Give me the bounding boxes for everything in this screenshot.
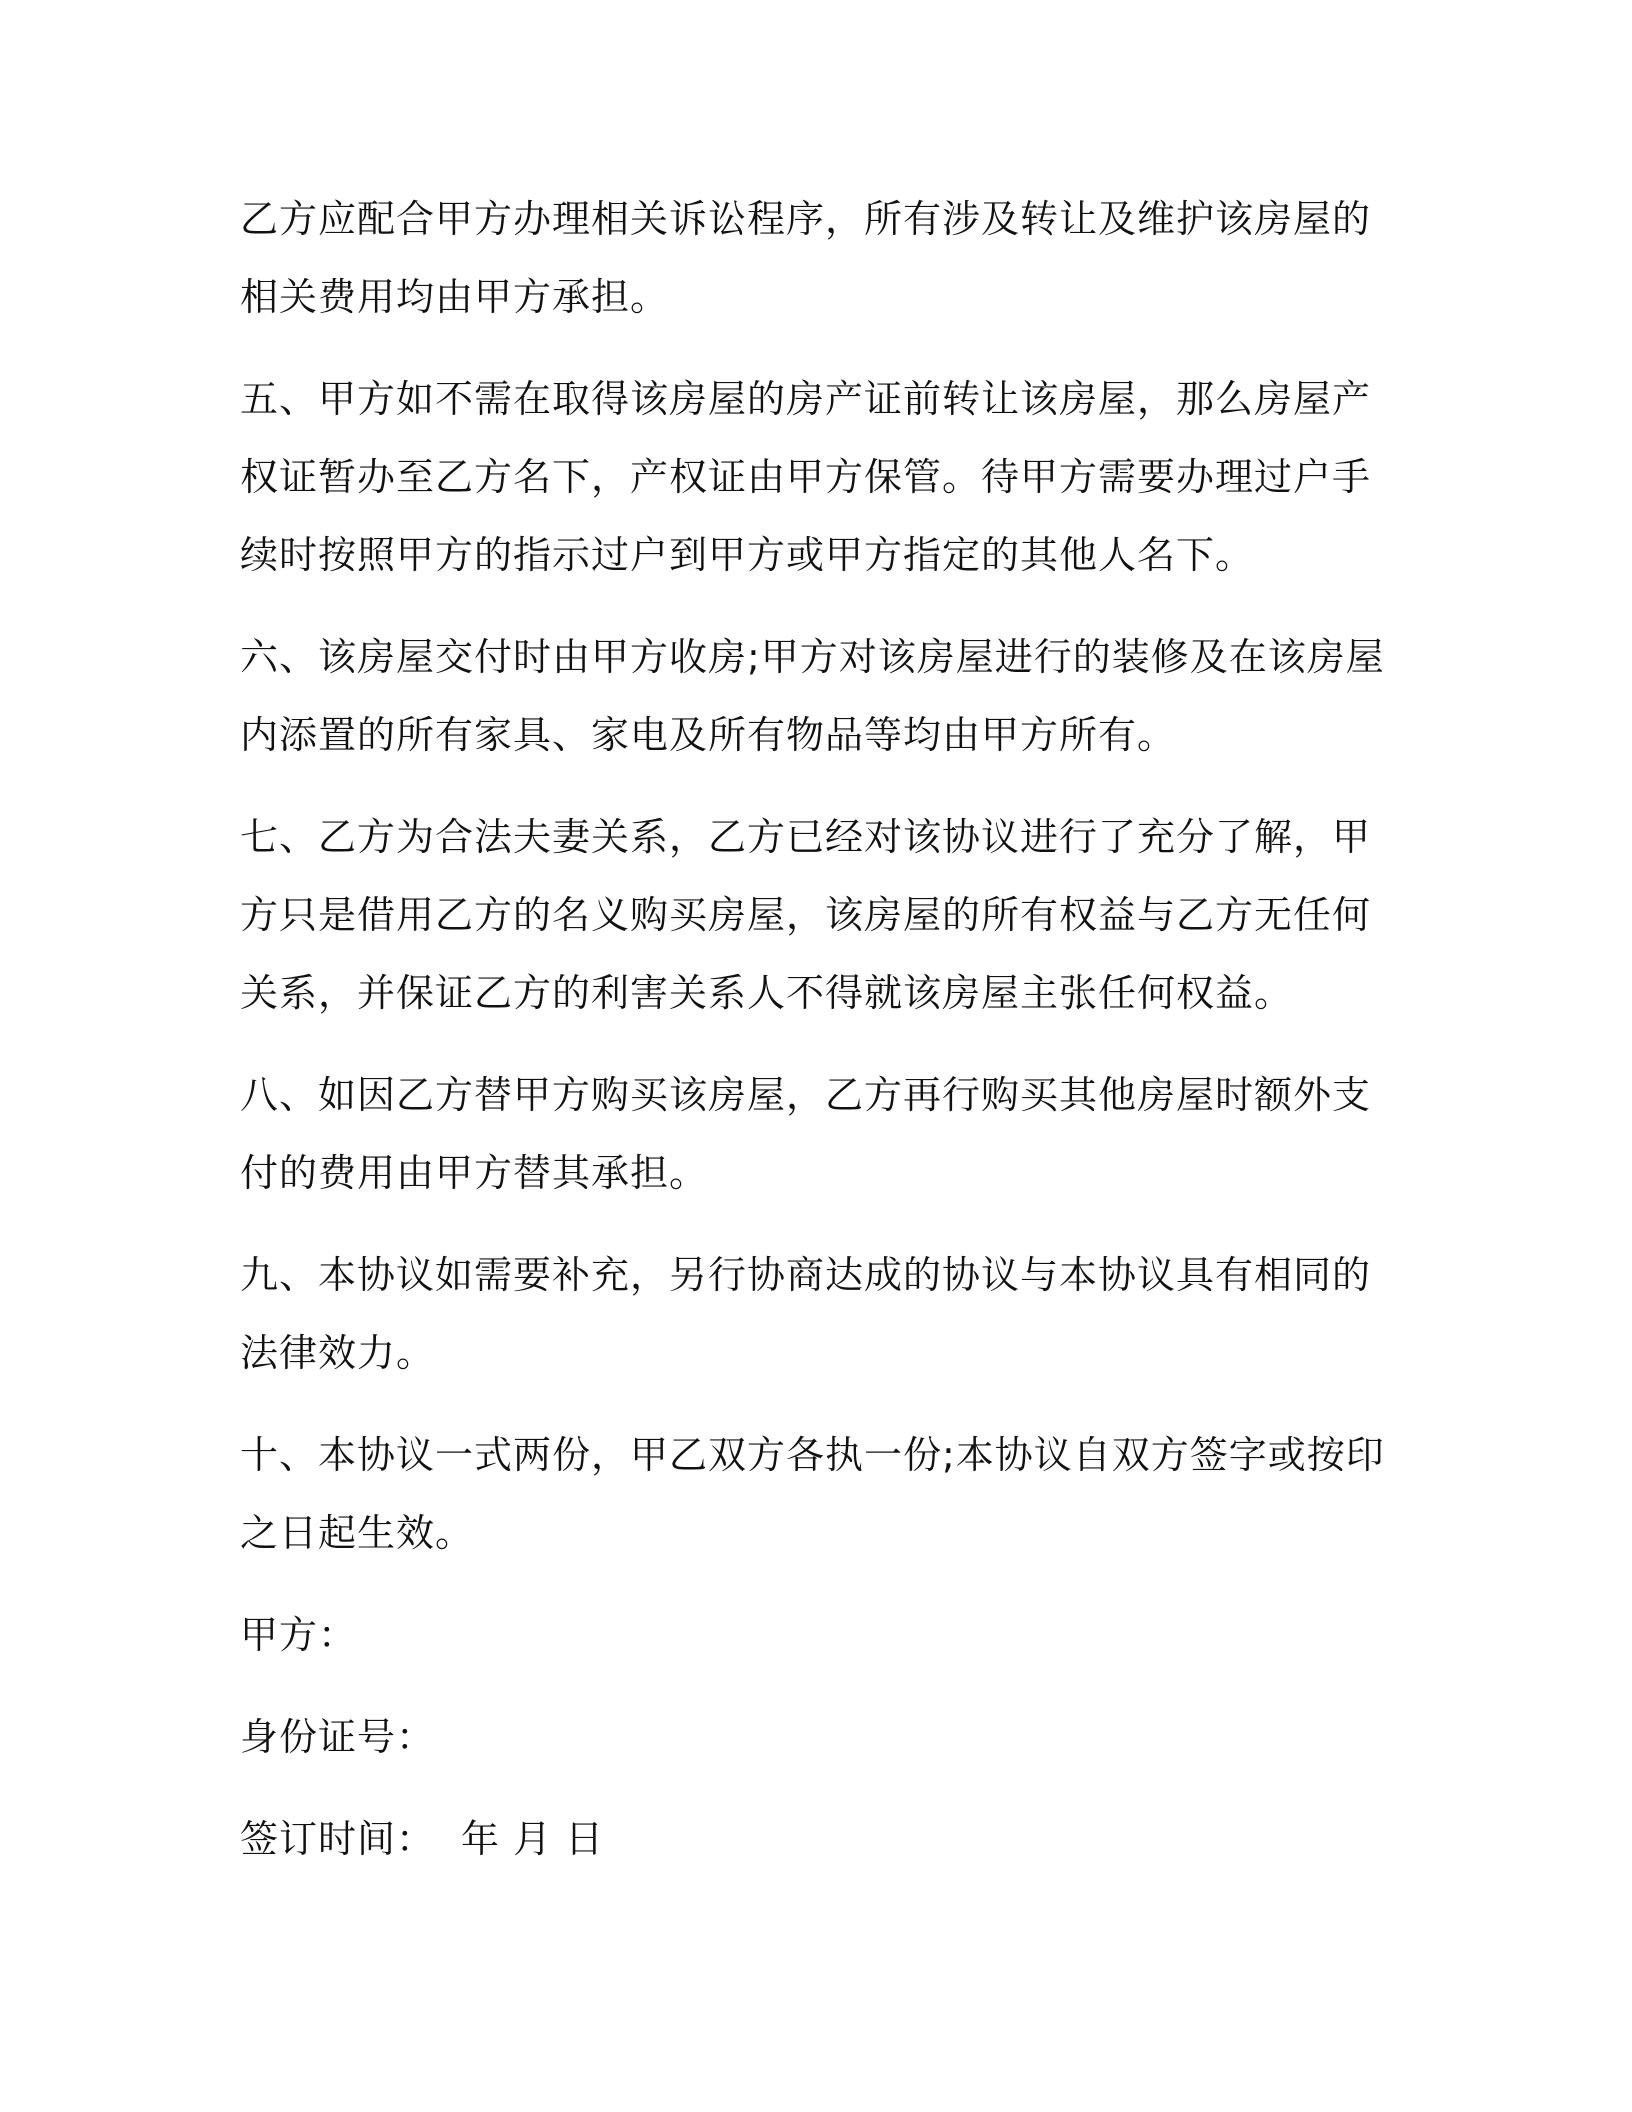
paragraph-continuation: 乙方应配合甲方办理相关诉讼程序，所有涉及转让及维护该房屋的相关费用均由甲方承担。: [240, 197, 1372, 319]
id-number-label: 身份证号：: [240, 1715, 436, 1759]
clause-seven: 七、乙方为合法夫妻关系，乙方已经对该协议进行了充分了解，甲方只是借用乙方的名义购买房屋，该房屋的所有权益与乙方无任何关系，并保证乙方的利害关系人不得就该房屋主张任何权益。: [240, 815, 1372, 1015]
signature-block: [240, 1596, 1390, 1878]
party-a-line: [240, 1596, 1390, 1674]
clause-nine: 九、本协议如需要补充，另行协商达成的协议与本协议具有相同的法律效力。: [240, 1253, 1372, 1375]
clause-five: 五、甲方如不需在取得该房屋的房产证前转让该房屋，那么房屋产权证暂办至乙方名下，产权证由甲方保管。待甲方需要办理过户手续时按照甲方的指示过户到甲方或甲方指定的其他人名下。: [240, 377, 1372, 577]
sign-date-line: [240, 1800, 1390, 1878]
sign-date-value: 年 月 日: [461, 1817, 605, 1861]
party-a-label: 甲方：: [240, 1613, 358, 1657]
clause-ten: 十、本协议一式两份，甲乙双方各执一份;本协议自双方签字或按印之日起生效。: [240, 1433, 1385, 1555]
clause-six: 六、该房屋交付时由甲方收房;甲方对该房屋进行的装修及在该房屋内添置的所有家具、家电及所有物品等均由甲方所有。: [240, 635, 1385, 757]
document-body: [240, 180, 1390, 1902]
clause-eight: 八、如因乙方替甲方购买该房屋，乙方再行购买其他房屋时额外支付的费用由甲方替其承担。: [240, 1073, 1372, 1195]
sign-date-label: 签订时间：: [240, 1817, 436, 1861]
id-number-line: [240, 1698, 1390, 1776]
